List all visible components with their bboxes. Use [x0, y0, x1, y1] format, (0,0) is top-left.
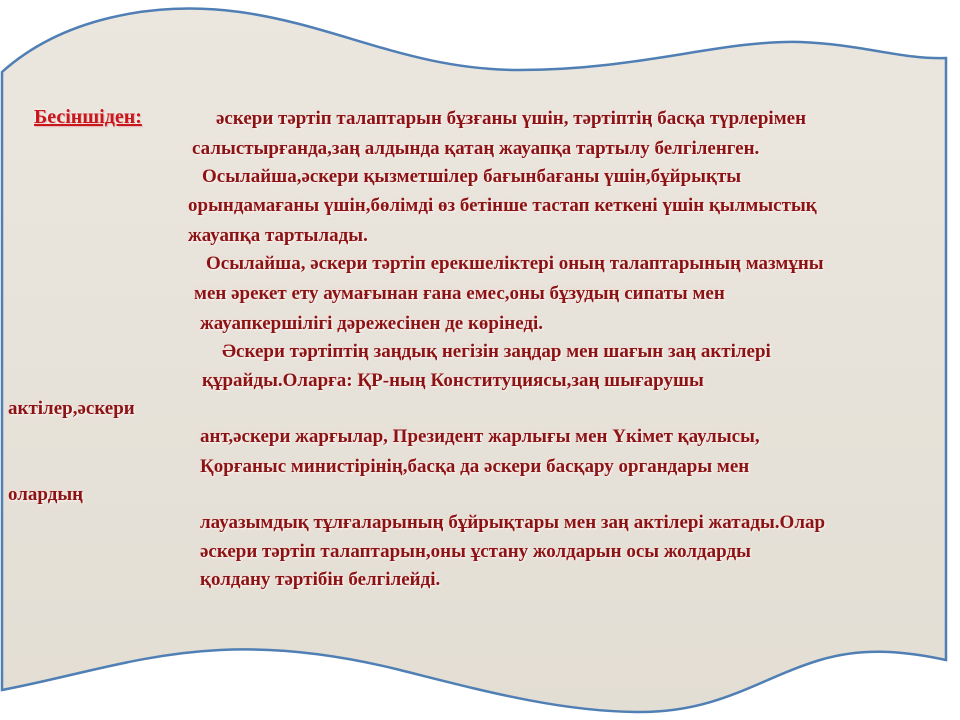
text-line-8: жауапкершілігі дәрежесінен де көрінеді.: [200, 313, 544, 334]
text-line-3: Осылайша,әскери қызметшілер бағынбағаны үшін,бұйрықты: [202, 166, 742, 187]
text-line-6: Осылайша, әскери тәртіп ерекшеліктері оның талаптарының мазмұны: [206, 253, 824, 274]
text-line-12: ант,әскери жарғылар, Президент жарлығы мен Үкімет қаулысы,: [200, 426, 760, 447]
text-line-17: қолдану тәртібін белгілейді.: [200, 569, 441, 590]
text-line-5: жауапқа тартылады.: [188, 225, 368, 246]
text-line-15: лауазымдық тұлғаларының бұйрықтары мен заң актілері жатады.Олар: [200, 512, 826, 533]
text-line-13: Қорғаныс министірінің,басқа да әскери басқару органдары мен: [200, 456, 750, 477]
text-line-10: құрайды.Оларға: ҚР-ның Конституциясы,заң шығарушы: [202, 370, 704, 391]
text-line-11: актілер,әскери: [8, 398, 135, 419]
heading-besinshiden: Бесіншіден:: [34, 106, 142, 128]
text-line-14: олардың: [8, 484, 84, 505]
text-line-16: әскери тәртіп талаптарын,оны ұстану жолдарын осы жолдарды: [200, 541, 751, 562]
text-line-7: мен әрекет ету аумағынан ғана емес,оны бұзудың сипаты мен: [194, 283, 725, 304]
text-line-4: орындамағаны үшін,бөлімді өз бетінше тастап кеткені үшін қылмыстық: [188, 195, 817, 216]
text-line-9: Әскери тәртіптің заңдық негізін заңдар мен шағын заң актілері: [222, 341, 771, 362]
text-line-1: әскери тәртіп талаптарын бұзғаны үшін, тәртіптің басқа түрлерімен: [216, 108, 807, 129]
text-line-2: салыстырғанда,заң алдында қатаң жауапқа тартылу белгіленген.: [192, 138, 760, 159]
